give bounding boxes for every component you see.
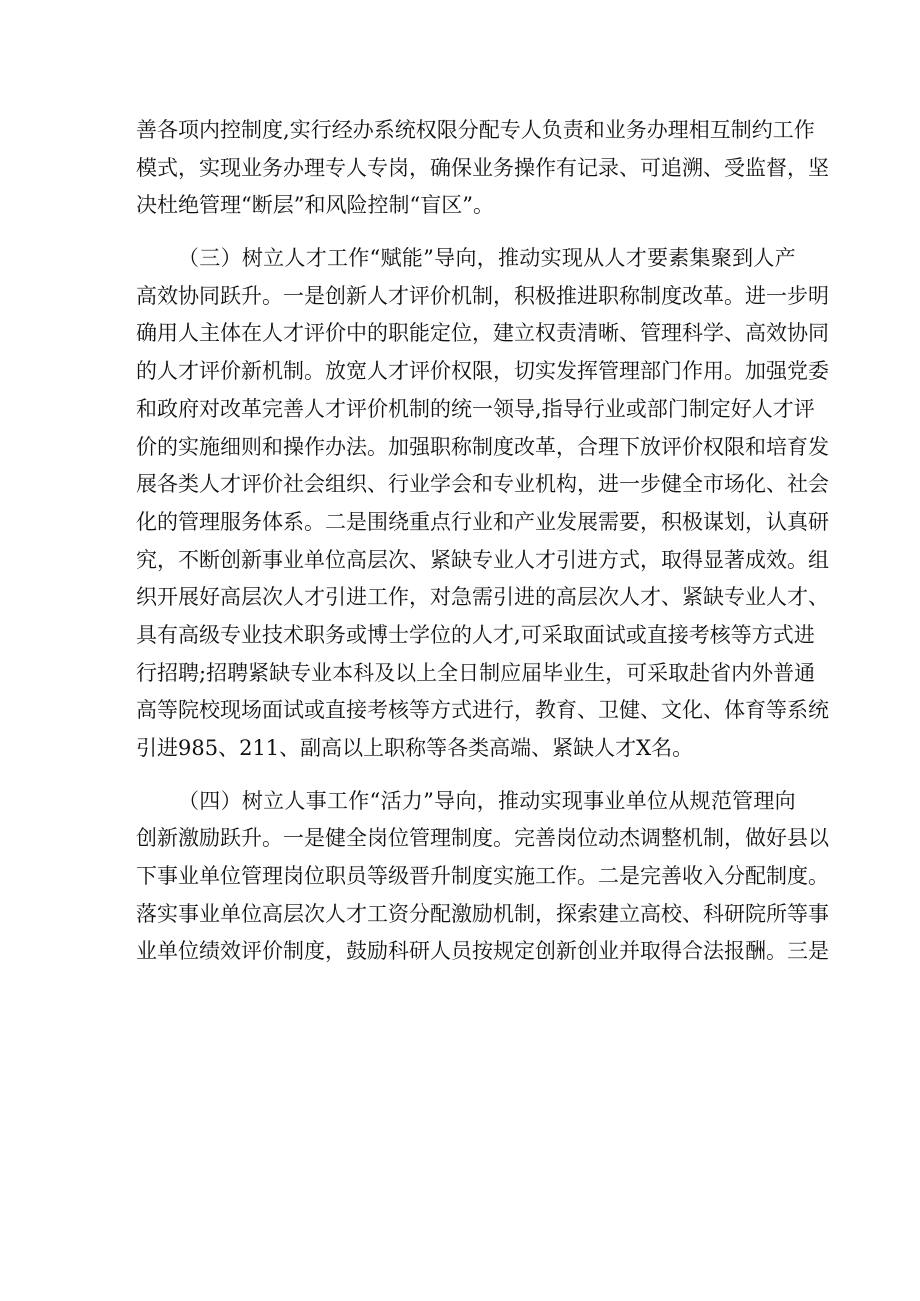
text-line: 展 各 类 人 才 评 价 社 会 组 织 、 行 业 学 会 和 专 业 机 构 ， 进 一 步 健 全 市 场 化 、 社 会 <box>136 472 829 497</box>
text-line: 善 各 项 内 控 制 度 , 实 行 经 办 系 统 权 限 分 配 专 人 负 责 和 业 务 办 理 相 互 制 约 工 作 <box>136 118 815 142</box>
text-line: 下 事 业 单 位 管 理 岗 位 职 员 等 级 晋 升 制 度 实 施 工 作 。 二 是 完 善 收 入 分 配 制 度 。 <box>136 864 829 889</box>
text-line: 的 人 才 评 价 新 机 制 。 放 宽 人 才 评 价 权 限 ， 切 实 发 挥 管 理 部 门 作 用 。 加 强 党 委 <box>136 359 829 384</box>
text-line: 引进985、211、副高以上职称等各类高端、紧缺人才X名。 <box>136 736 694 760</box>
text-line: 究 ， 不 断 创 新 事 业 单 位 高 层 次 、 紧 缺 专 业 人 才 引 进 方 式 ， 取 得 显 著 成 效 。 组 <box>136 547 829 572</box>
text-line: 和 政 府 对 改 革 完 善 人 才 评 价 机 制 的 统 一 领 导 , 指 导 行 业 或 部 门 制 定 好 人 才 评 <box>136 396 815 421</box>
text-line: （ 四 ） 树 立 人 事 工 作 “ 活 力 ” 导 向 ， 推 动 实 现 事 业 单 位 从 规 范 管 理 向 <box>178 788 796 813</box>
body-text <box>136 112 829 971</box>
text-line: 模 式 ， 实 现 业 务 办 理 专 人 专 岗 ， 确 保 业 务 操 作 有 记 录 、 可 追 溯 、 受 监 督 ， 坚 <box>136 155 829 180</box>
text-line: 落 实 事 业 单 位 高 层 次 人 才 工 资 分 配 激 励 机 制 ， 探 索 建 立 高 校 、 科 研 院 所 等 事 <box>136 901 829 926</box>
text-line: 业 单 位 绩 效 评 价 制 度 ， 鼓 励 科 研 人 员 按 规 定 创 新 创 业 并 取 得 合 法 报 酬 。 三 是 <box>136 939 829 964</box>
text-line: 创 新 激 励 跃 升 。 一 是 健 全 岗 位 管 理 制 度 。 完 善 岗 位 动 杰 调 整 机 制 ， 做 好 县 以 <box>136 826 829 851</box>
text-line: 高 等 院 校 现 场 面 试 或 直 接 考 核 等 方 式 进 行 ， 教 育 、 卫 健 、 文 化 、 体 育 等 系 统 <box>136 698 829 723</box>
text-line: 决杜绝管理“断层”和风险控制“盲区”。 <box>136 193 494 218</box>
text-line: （ 三 ） 树 立 人 才 工 作 “ 赋 能 ” 导 向 ， 推 动 实 现 从 人 才 要 素 集 聚 到 人 产 <box>178 246 796 271</box>
text-line: 确 用 人 主 体 在 人 才 评 价 中 的 职 能 定 位 ， 建 立 权 责 清 晰 、 管 理 科 学 、 高 效 协 同 <box>136 321 829 346</box>
text-line: 具 有 高 级 专 业 技 术 职 务 或 博 士 学 位 的 人 才 , 可 采 取 面 试 或 直 接 考 核 等 方 式 进 <box>136 622 815 647</box>
text-line: 化 的 管 理 服 务 体 系 。 二 是 围 绕 重 点 行 业 和 产 业 发 展 需 要 ， 积 极 谋 划 ， 认 真 研 <box>136 509 829 534</box>
text-line: 价 的 实 施 细 则 和 操 作 办 法 。 加 强 职 称 制 度 改 革 ， 合 理 下 放 评 价 权 限 和 培 育 发 <box>136 434 829 459</box>
text-line: 织 开 展 好 高 层 次 人 才 引 进 工 作 ， 对 急 需 引 进 的 高 层 次 人 才 、 紧 缺 专 业 人 才 、 <box>136 585 829 610</box>
text-line: 高 效 协 同 跃 升 。 一 是 创 新 人 才 评 价 机 制 ， 积 极 推 进 职 称 制 度 改 革 。 进 一 步 明 <box>136 283 829 308</box>
text-line: 行 招 聘 ; 招 聘 紧 缺 专 业 本 科 及 以 上 全 日 制 应 届 毕 业 生 ， 可 采 取 赴 省 内 外 普 通 <box>136 660 816 685</box>
